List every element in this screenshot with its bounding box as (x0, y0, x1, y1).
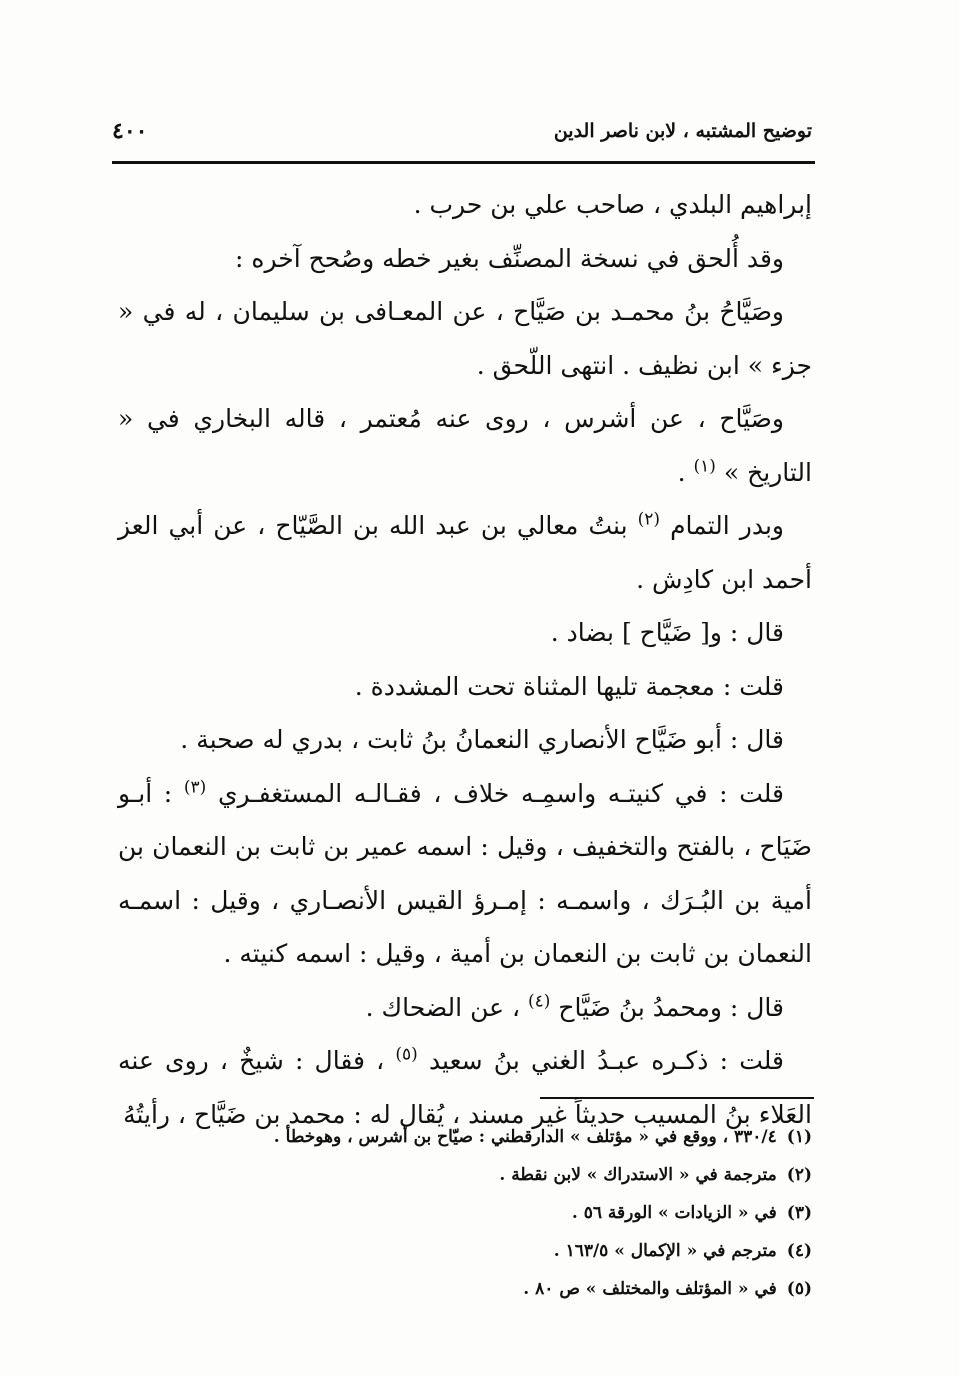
paragraph: وصَيَّاحُ بنُ محمـد بن صَيَّاح ، عن المعـافى بن سليمان ، له في « جزء » ابن نظيف . انتهى اللّحق . (118, 297, 812, 380)
paragraph: وصَيَّاح ، عن أشرس ، روى عنه مُعتمر ، قاله البخاري في « التاريخ » $^{(١)}$ . (118, 404, 812, 487)
paragraph: قال : أبو ضَيَّاح الأنصاري النعمانُ بنُ ثابت ، بدري له صحبة . (180, 725, 784, 754)
running-title: توضيح المشتبه ، لابن ناصر الدين (553, 120, 812, 142)
footnote-number: (١) (786, 1127, 812, 1147)
paragraph: قلت : معجمة تليها المثناة تحت المشددة . (354, 671, 784, 701)
footnote-ref: (١) (693, 456, 716, 477)
footnote (118, 1232, 812, 1270)
footnote-ref: (٢) (637, 509, 661, 530)
footnote-ref: (٤) (527, 991, 551, 1012)
footnote (118, 1118, 812, 1156)
footnote-text: مترجم في « الإكمال » ١٦٣/٥ . (553, 1241, 777, 1261)
footnote-text: ٣٣٠/٤ ، ووقع في « مؤتلف » الدارقطني : صيّاح بن أشرس ، وهوخطأ . (273, 1127, 777, 1147)
footnote-text: في « المؤتلف والمختلف » ص ٨٠ . (523, 1279, 777, 1299)
footnote (118, 1194, 812, 1232)
page-number: ٤٠٠ (112, 118, 148, 144)
footnote-ref: (٥) (395, 1044, 418, 1065)
paragraph: قلت : ذكـره عبـدُ الغني بنُ سعيد $^{(٥)}$ ، فقال : شيخٌ ، روى عنه العَلاء بنُ المسيب حديثاً غير مسند ، يُقال له : محمد بن ضَيَّاح ، رأيتُهُ (118, 1044, 812, 1129)
footnote-text: في « الزيادات » الورقة ٥٦ . (571, 1203, 777, 1223)
main-text (118, 178, 812, 1141)
footnote-number: (٥) (786, 1279, 812, 1299)
paragraph: وقد أُلحق في نسخة المصنِّف بغير خطه وصُحح آخره : (235, 243, 784, 273)
page-header (112, 118, 812, 154)
paragraph: قلت : في كنيتـه واسمِـه خلاف ، فقـالـه المستغفـري $^{(٣)}$ : أبـو ضَيَاح ، بالفتح والتخفيف ، وقيل : اسمه عمير بن ثابت بن النعمان بن أمية بن البُـرَك ، واسمـه : إمـرؤ القيس الأنصـاري ، وقيل : اسمـه النعمان بن ثابت بن النعمان بن أمية ، وقيل : اسمه كنيته . (118, 777, 812, 968)
footnotes (118, 1118, 812, 1308)
footnote-number: (٢) (786, 1165, 812, 1185)
footnote-number: (٣) (786, 1203, 812, 1223)
header-rule (112, 161, 815, 164)
paragraph: قال : ومحمدُ بنُ ضَيَّاح $^{(٤)}$ ، عن الضحاك . (365, 991, 784, 1022)
footnote-separator (540, 1097, 814, 1099)
footnote-number: (٤) (786, 1241, 812, 1261)
footnote (118, 1270, 812, 1308)
paragraph: إبراهيم البلدي ، صاحب علي بن حرب . (413, 190, 812, 219)
paragraph: وبدر التمام $^{(٢)}$ بنتُ معالي بن عبد الله بن الصَّيّاح ، عن أبي العز أحمد ابن كادِش . (118, 509, 812, 594)
footnote-ref: (٣) (183, 777, 207, 798)
footnote-text: مترجمة في « الاستدراك » لابن نقطة . (499, 1165, 777, 1185)
footnote (118, 1156, 812, 1194)
paragraph: قال : و[ ضَيَّاح ] بضاد . (550, 618, 784, 647)
